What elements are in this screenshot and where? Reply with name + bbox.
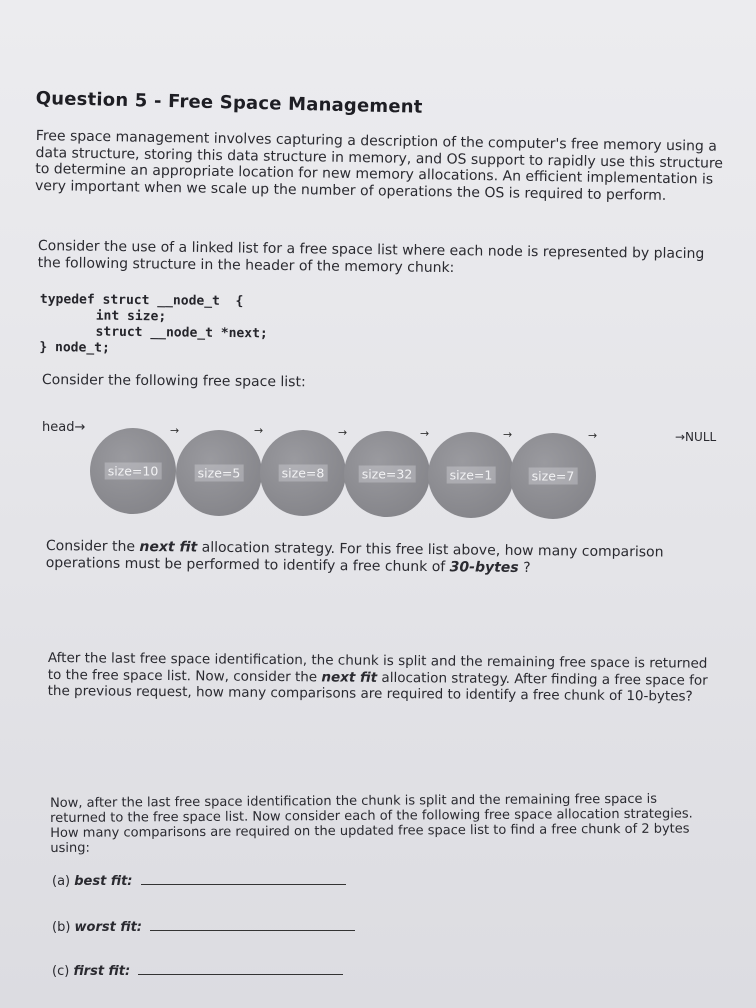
answer-blank[interactable]: [150, 930, 355, 931]
linked-list-paragraph: Consider the use of a linked list for a free space list where each node is represented by placing the following structure in the header of the memory chunk:: [37, 238, 705, 276]
question-next-fit-30: [46, 538, 710, 578]
list-node: [260, 430, 346, 516]
q1-emphasis: next fit: [139, 538, 198, 556]
code-line-2: int size;: [95, 308, 167, 325]
answer-blank[interactable]: [141, 884, 346, 885]
option-prefix: (c): [52, 964, 74, 979]
code-line-1: typedef struct __node_t {: [39, 292, 244, 310]
arrow-icon: →: [420, 427, 430, 440]
list-node: [176, 430, 262, 516]
list-node: [510, 433, 596, 519]
q1-text: ?: [518, 559, 531, 576]
node-size-label: size=32: [359, 466, 416, 483]
question-next-fit-10: [48, 650, 708, 705]
arrow-icon: →: [254, 424, 264, 437]
arrow-icon: →: [503, 428, 513, 441]
node-size-label: size=8: [279, 465, 328, 482]
struct-code-block: [39, 292, 268, 358]
q1-text: allocation strategy. For this free list above, how many comparison operations must be performed to identify a free chunk of: [45, 539, 664, 575]
list-node: [90, 428, 176, 514]
code-line-3: struct __node_t *next;: [95, 324, 268, 342]
q1-text: Consider the: [45, 538, 140, 555]
arrow-icon: →: [338, 426, 348, 439]
option-first-fit: [52, 964, 343, 979]
option-prefix: (a): [52, 874, 75, 889]
intro-paragraph: Free space management involves capturing a description of the computer's free memory using a data structure, storing this data structure in memory, and OS support to rapidly use this structure to determine an appropriate location for new memory allocations. An efficient implementation is very important when we scale up the number of operations the OS is required to perform.: [34, 128, 724, 204]
list-node: [428, 432, 514, 518]
arrow-icon: →: [170, 424, 180, 437]
head-label: head→: [42, 420, 86, 435]
arrow-icon: →: [588, 429, 598, 442]
answer-blank[interactable]: [138, 974, 343, 975]
q2-text: allocation strategy. After finding a free space for the previous request, how many comparisons are required to identify a free chunk of 10-bytes?: [47, 669, 708, 705]
option-worst-fit: [52, 920, 355, 935]
q1-emphasis: 30-bytes: [449, 558, 519, 576]
option-label: first fit:: [73, 964, 131, 979]
free-list-caption: Consider the following free space list:: [41, 372, 306, 391]
option-label: worst fit:: [74, 920, 143, 935]
option-prefix: (b): [52, 920, 75, 935]
q2-emphasis: next fit: [321, 668, 378, 686]
node-size-label: size=1: [447, 467, 496, 484]
list-node: [344, 431, 430, 517]
null-label: →NULL: [675, 430, 717, 444]
question-title: Question 5 - Free Space Management: [35, 88, 423, 118]
node-size-label: size=5: [195, 465, 244, 482]
option-best-fit: [52, 874, 346, 889]
node-size-label: size=7: [529, 468, 578, 485]
code-line-4: } node_t;: [39, 339, 110, 356]
question-strategies: Now, after the last free space identification the chunk is split and the remaining free space is returned to the free space list. Now consider each of the following free space allocation strategies. How many comparisons are required on the updated free space list to find a free chunk of 2 bytes using:: [50, 791, 693, 856]
q2-text: After the last free space identification, the chunk is split and the remaining free space is returned to the free space list. Now, consider the: [47, 650, 708, 685]
option-label: best fit:: [74, 874, 133, 889]
node-size-label: size=10: [105, 463, 162, 480]
free-list-diagram: [40, 414, 730, 514]
